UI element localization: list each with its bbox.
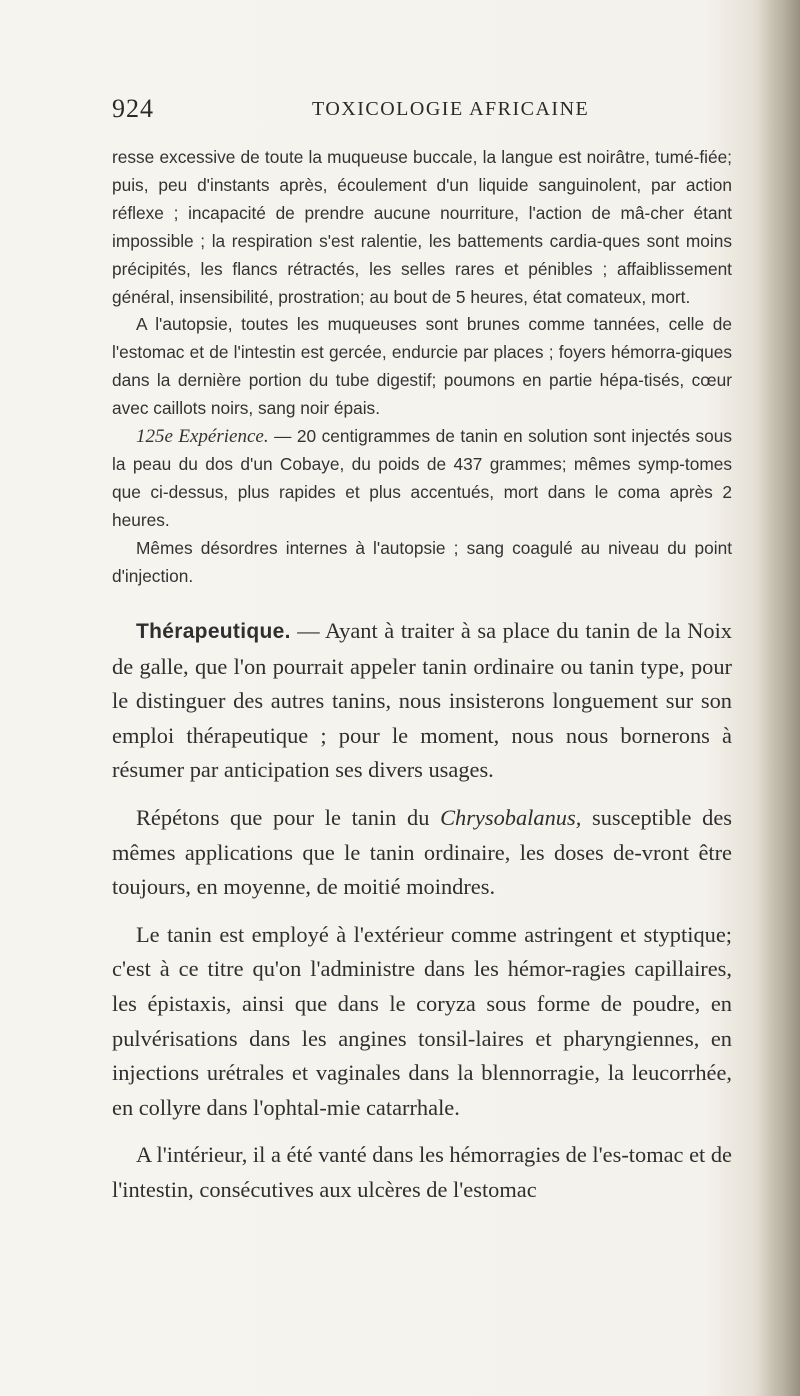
page-number: 924: [112, 94, 154, 123]
chrysobalanus-genus: Chrysobalanus,: [440, 804, 582, 830]
paragraph-chrysobalanus: [112, 801, 732, 905]
running-title: TOXICOLOGIE AFRICAINE: [312, 98, 590, 120]
page-header: [112, 94, 732, 126]
experiment-text: — 20 centigrammes de tanin en solution sont injectés sous la peau du dos d'un Cobaye, du poids de 437 grammes; mêmes symp-tomes que ci-dessus, plus rapides et plus accentués, mort dans le coma après 2 heures.: [112, 426, 732, 530]
paragraph-experiment-125: [112, 423, 732, 535]
small-print-section: [112, 144, 732, 591]
paragraph-symptoms: resse excessive de toute la muqueuse buccale, la langue est noirâtre, tumé-fiée; puis, peu d'instants après, écoulement d'un liquide sanguinolent, par action réflexe ; incapacité de prendre aucune nourriture, l'action de mâ-cher étant impossible ; la respiration s'est ralentie, les battements cardia-ques sont moins précipités, les flancs rétractés, les selles rares et pénibles ; affaiblissement général, insensibilité, prostration; au bout de 5 heures, état comateux, mort.: [112, 147, 732, 307]
paragraph-internal-use: A l'intérieur, il a été vanté dans les hémorragies de l'es-tomac et de l'intestin, consécutives aux ulcères de l'estomac: [112, 1142, 732, 1202]
therapeutics-text: — Ayant à traiter à sa place du tanin de la Noix de galle, que l'on pourrait appeler tanin ordinaire ou tanin type, pour le distinguer des autres tanins, nous insisterons longuement sur son emploi thérapeutique ; pour le moment, nous nous bornerons à résumer par anticipation ses divers usages.: [112, 618, 732, 783]
paragraph-autopsy: A l'autopsie, toutes les muqueuses sont brunes comme tannées, celle de l'estomac et de l'intestin est gercée, endurcie par places ; foyers hémorra-giques dans la dernière portion du tube digestif; poumons en partie hépa-tisés, cœur avec caillots noirs, sang noir épais.: [112, 314, 732, 419]
paragraph-external-use: Le tanin est employé à l'extérieur comme astringent et styptique; c'est à ce titre qu'on l'administre dans les hémor-ragies capillaires, les épistaxis, ainsi que dans le coryza sous forme de poudre, en pulvérisations dans les angines tonsil-laires et pharyngiennes, en injections urétrales et vaginales dans la blennorragie, la leucorrhée, en collyre dans l'ophtal-mie catarrhale.: [112, 921, 732, 1120]
chrysobalanus-text-before: Répétons que pour le tanin du: [136, 804, 441, 830]
chrysobalanus-text-after: susceptible des mêmes applications que le tanin ordinaire, les doses de-vront être toujours, en moyenne, de moitié moindres.: [112, 804, 732, 900]
paragraph-therapeutics: [112, 614, 732, 788]
paragraph-internal-disorders: Mêmes désordres internes à l'autopsie ; sang coagulé au niveau du point d'injection.: [112, 537, 732, 586]
page-edge-shadow: [758, 0, 800, 1396]
section-heading-therapeutique: Thérapeutique.: [136, 620, 291, 643]
large-print-section: [112, 614, 732, 1221]
experiment-label: 125e Expérience.: [136, 426, 269, 448]
